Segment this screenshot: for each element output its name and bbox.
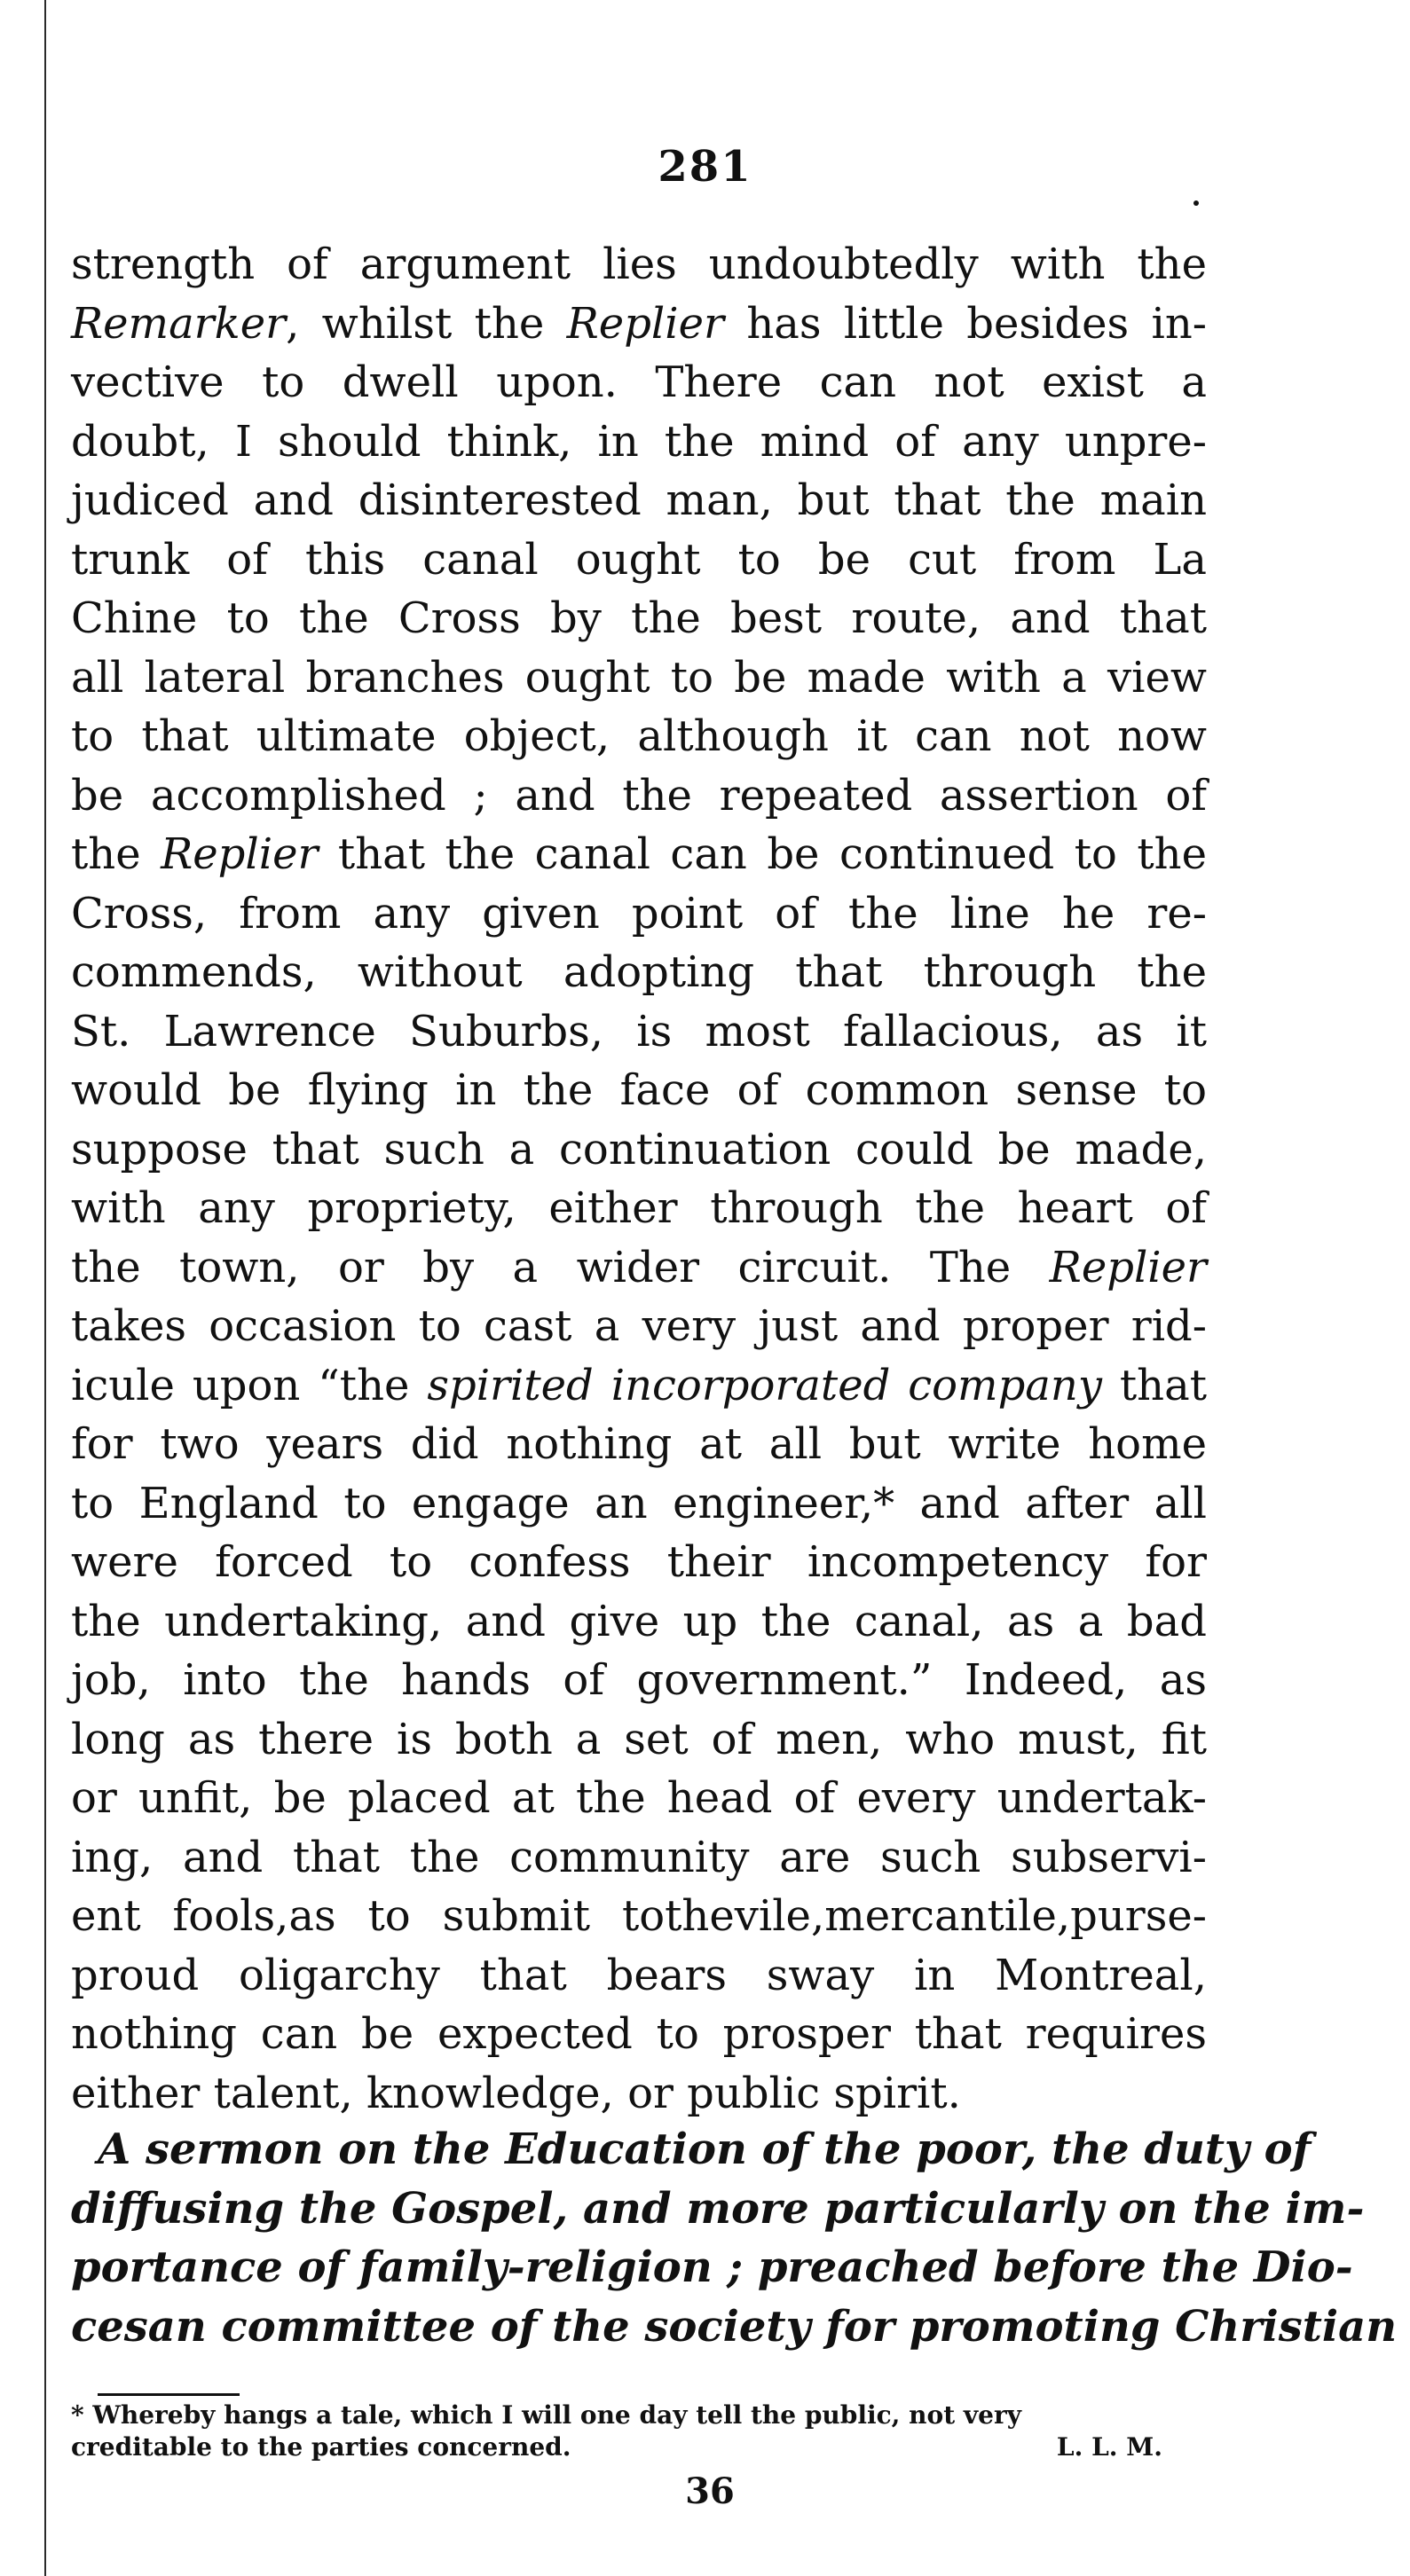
page-number: 281 <box>658 142 752 192</box>
text-segment: long as there is both a set of men, who must, fit <box>71 1714 1207 1764</box>
body-paragraph <box>71 235 1207 2123</box>
body-line <box>71 707 1207 766</box>
text-segment: commends, without adopting that through the <box>71 947 1207 997</box>
body-line <box>71 648 1207 708</box>
footnote-rule <box>98 2393 240 2396</box>
footnote <box>71 2399 1207 2463</box>
body-line <box>71 1533 1207 1592</box>
text-segment: ent fools,as to submit tothevile,mercantile,purse- <box>71 1891 1207 1941</box>
body-line <box>71 295 1207 354</box>
text-segment: the <box>71 829 161 879</box>
signature-mark: 36 <box>685 2470 735 2512</box>
italic-text: Replier <box>566 298 724 349</box>
text-segment: trunk of this canal ought to be cut from La <box>71 534 1207 585</box>
text-segment: job, into the hands of government.” Indeed, as <box>71 1655 1207 1705</box>
body-line <box>71 589 1207 648</box>
body-line <box>71 1356 1207 1416</box>
text-segment: for two years did nothing at all but write home <box>71 1419 1207 1469</box>
italic-text: Replier <box>161 829 319 879</box>
text-segment: either talent, knowledge, or public spirit. <box>71 2068 961 2118</box>
text-segment: takes occasion to cast a very just and proper rid- <box>71 1301 1207 1351</box>
footnote-line-2: creditable to the parties concerned. <box>71 2432 571 2462</box>
body-line <box>71 1710 1207 1770</box>
body-line <box>71 1887 1207 1946</box>
text-segment: the undertaking, and give up the canal, as a bad <box>71 1596 1207 1646</box>
body-line <box>71 1474 1207 1534</box>
body-line <box>71 1002 1207 1062</box>
italic-text: Replier <box>1049 1242 1207 1292</box>
body-line <box>71 235 1207 295</box>
text-segment: that the canal can be continued to the <box>318 829 1207 879</box>
body-line <box>71 1238 1207 1298</box>
footnote-initials: L. L. M. <box>1056 2432 1162 2462</box>
text-segment: to England to engage an engineer,* and after all <box>71 1478 1207 1528</box>
text-segment: , whilst the <box>286 298 567 349</box>
text-segment: icule upon “the <box>71 1360 428 1410</box>
body-line <box>71 1415 1207 1474</box>
body-line <box>71 1651 1207 1710</box>
text-segment: the town, or by a wider circuit. The <box>71 1242 1050 1292</box>
body-line <box>71 2005 1207 2064</box>
body-line <box>71 1592 1207 1652</box>
body-line <box>71 2064 1207 2124</box>
page-edge-rule <box>44 0 46 2576</box>
footnote-line-1: * Whereby hangs a tale, which I will one day tell the public, not very <box>71 2400 1021 2430</box>
text-segment: be accomplished ; and the repeated assertion of <box>71 770 1207 821</box>
text-segment: that <box>1101 1360 1207 1410</box>
text-segment: Chine to the Cross by the best route, and that <box>71 593 1207 643</box>
body-line <box>71 1946 1207 2006</box>
body-line <box>71 530 1207 590</box>
text-segment: would be flying in the face of common sense to <box>71 1065 1207 1115</box>
text-segment: all lateral branches ought to be made with a view <box>71 652 1207 703</box>
italic-text: spirited incorporated company <box>427 1360 1102 1410</box>
body-line <box>71 884 1207 944</box>
body-line <box>71 766 1207 826</box>
text-segment: vective to dwell upon. There can not exist a <box>71 357 1207 407</box>
sermon-line: A sermon on the Education of the poor, the duty of <box>98 2124 1312 2174</box>
sermon-line: cesan committee of the society for promoting Christian <box>71 2301 1398 2352</box>
body-line <box>71 1769 1207 1828</box>
italic-text: Remarker <box>71 298 287 349</box>
body-line <box>71 471 1207 530</box>
body-line <box>71 1297 1207 1356</box>
text-segment: with any propriety, either through the heart of <box>71 1183 1207 1233</box>
text-segment: were forced to confess their incompetency for <box>71 1537 1207 1587</box>
body-line <box>71 1179 1207 1238</box>
text-segment: proud oligarchy that bears sway in Montreal, <box>71 1950 1207 2000</box>
text-segment: nothing can be expected to prosper that requires <box>71 2009 1207 2059</box>
text-segment: has little besides in- <box>723 298 1208 349</box>
body-line <box>71 353 1207 412</box>
text-segment: strength of argument lies undoubtedly with the <box>71 240 1207 289</box>
ink-speck <box>1193 200 1199 206</box>
sermon-line: portance of family-religion ; preached before the Dio- <box>71 2242 1353 2292</box>
text-segment: St. Lawrence Suburbs, is most fallacious, as it <box>71 1006 1207 1056</box>
sermon-citation <box>71 2120 1398 2356</box>
text-segment: doubt, I should think, in the mind of any unpre- <box>71 416 1207 467</box>
text-segment: or unfit, be placed at the head of every undertak- <box>71 1773 1207 1823</box>
text-segment: judiced and disinterested man, but that the main <box>71 475 1207 525</box>
text-segment: to that ultimate object, although it can not now <box>71 711 1207 761</box>
body-line <box>71 412 1207 472</box>
text-segment: ing, and that the community are such subservi- <box>71 1832 1207 1882</box>
body-line <box>71 1120 1207 1180</box>
text-segment: suppose that such a continuation could be made, <box>71 1124 1207 1174</box>
body-line <box>71 1828 1207 1888</box>
sermon-line: diffusing the Gospel, and more particularly on the im- <box>71 2183 1365 2234</box>
body-line <box>71 1061 1207 1120</box>
body-line <box>71 943 1207 1002</box>
text-segment: Cross, from any given point of the line he re- <box>71 888 1207 939</box>
body-line <box>71 825 1207 884</box>
